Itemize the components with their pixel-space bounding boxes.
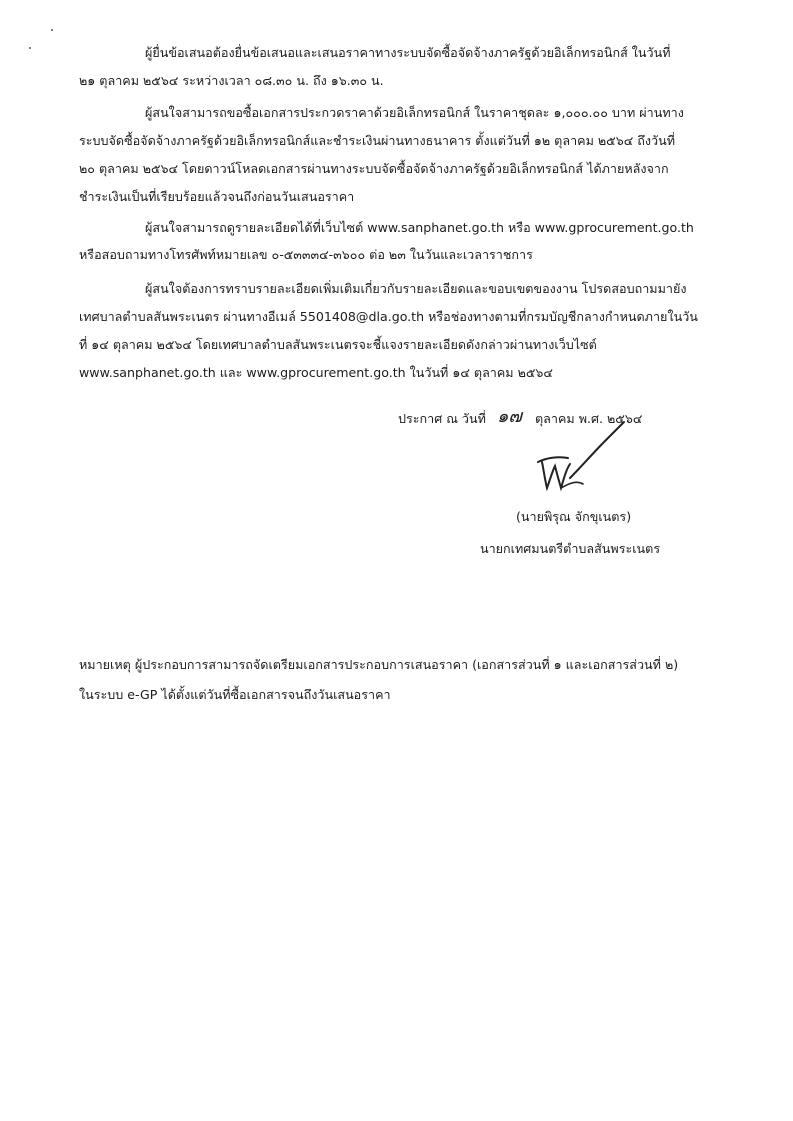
signatory-position: นายกเทศมนตรีตำบลสันพระเนตร [480, 541, 661, 556]
signatory-name: (นายพิรุณ จักขุเนตร) [516, 509, 632, 524]
handwritten-signature [528, 418, 638, 498]
paragraph-3-line-2: หรือสอบถามทางโทรศัพท์หมายเลข ๐-๕๓๓๓๔-๓๖๐๐ ต่อ ๒๓ ในวันและเวลาราชการ [79, 247, 533, 262]
paragraph-2-line-3: ๒๐ ตุลาคม ๒๕๖๔ โดยดาวน์โหลดเอกสารผ่านทางระบบจัดซื้อจัดจ้างภาครัฐด้วยอิเล็กทรอนิกส์ ได้ภายหลังจาก [79, 161, 669, 176]
note-line-1: หมายเหตุ ผู้ประกอบการสามารถจัดเตรียมเอกสารประกอบการเสนอราคา (เอกสารส่วนที่ ๑ และเอกสารส่วนที่ ๒) [79, 657, 679, 672]
announcement-prefix: ประกาศ ณ วันที่ [398, 411, 486, 426]
paragraph-3-line-1: ผู้สนใจสามารถดูรายละเอียดได้ที่เว็บไซต์ www.sanphanet.go.th หรือ www.gprocurement.go.th [145, 220, 694, 235]
paragraph-1-line-1: ผู้ยื่นข้อเสนอต้องยื่นข้อเสนอและเสนอราคาทางระบบจัดซื้อจัดจ้างภาครัฐด้วยอิเล็กทรอนิกส์ ในวันที่ [145, 45, 671, 60]
scan-speck [51, 29, 53, 31]
note-line-2: ในระบบ e-GP ได้ตั้งแต่วันที่ซื้อเอกสารจนถึงวันเสนอราคา [79, 687, 391, 702]
paragraph-4-line-2: เทศบาลตำบลสันพระเนตร ผ่านทางอีเมล์ 5501408@dla.go.th หรือช่องทางตามที่กรมบัญชีกลางกำหนดภายในวัน [79, 309, 698, 324]
paragraph-2-line-2: ระบบจัดซื้อจัดจ้างภาครัฐด้วยอิเล็กทรอนิกส์และชำระเงินผ่านทางธนาคาร ตั้งแต่วันที่ ๑๒ ตุลาคม ๒๕๖๔ ถึงวันที่ [79, 133, 675, 148]
paragraph-4-line-4: www.sanphanet.go.th และ www.gprocurement.go.th ในวันที่ ๑๔ ตุลาคม ๒๕๖๔ [79, 365, 553, 380]
paragraph-2-line-1: ผู้สนใจสามารถขอซื้อเอกสารประกวดราคาด้วยอิเล็กทรอนิกส์ ในราคาชุดละ ๑,๐๐๐.๐๐ บาท ผ่านทาง [145, 105, 684, 120]
scan-speck [29, 47, 31, 49]
announcement-month-year: ตุลาคม พ.ศ. ๒๕๖๔ [535, 411, 643, 426]
paragraph-1-line-2: ๒๑ ตุลาคม ๒๕๖๔ ระหว่างเวลา ๐๘.๓๐ น. ถึง ๑๖.๓๐ น. [79, 73, 384, 88]
paragraph-4-line-3: ที่ ๑๔ ตุลาคม ๒๕๖๔ โดยเทศบาลตำบลสันพระเนตรจะชี้แจงรายละเอียดดังกล่าวผ่านทางเว็บไซต์ [79, 337, 597, 352]
paragraph-2-line-4: ชำระเงินเป็นที่เรียบร้อยแล้วจนถึงก่อนวันเสนอราคา [79, 189, 355, 204]
announcement-handwritten-day: ๑๗ [497, 406, 522, 427]
paragraph-4-line-1: ผู้สนใจต้องการทราบรายละเอียดเพิ่มเติมเกี่ยวกับรายละเอียดและขอบเขตของงาน โปรดสอบถามมายัง [145, 281, 687, 296]
